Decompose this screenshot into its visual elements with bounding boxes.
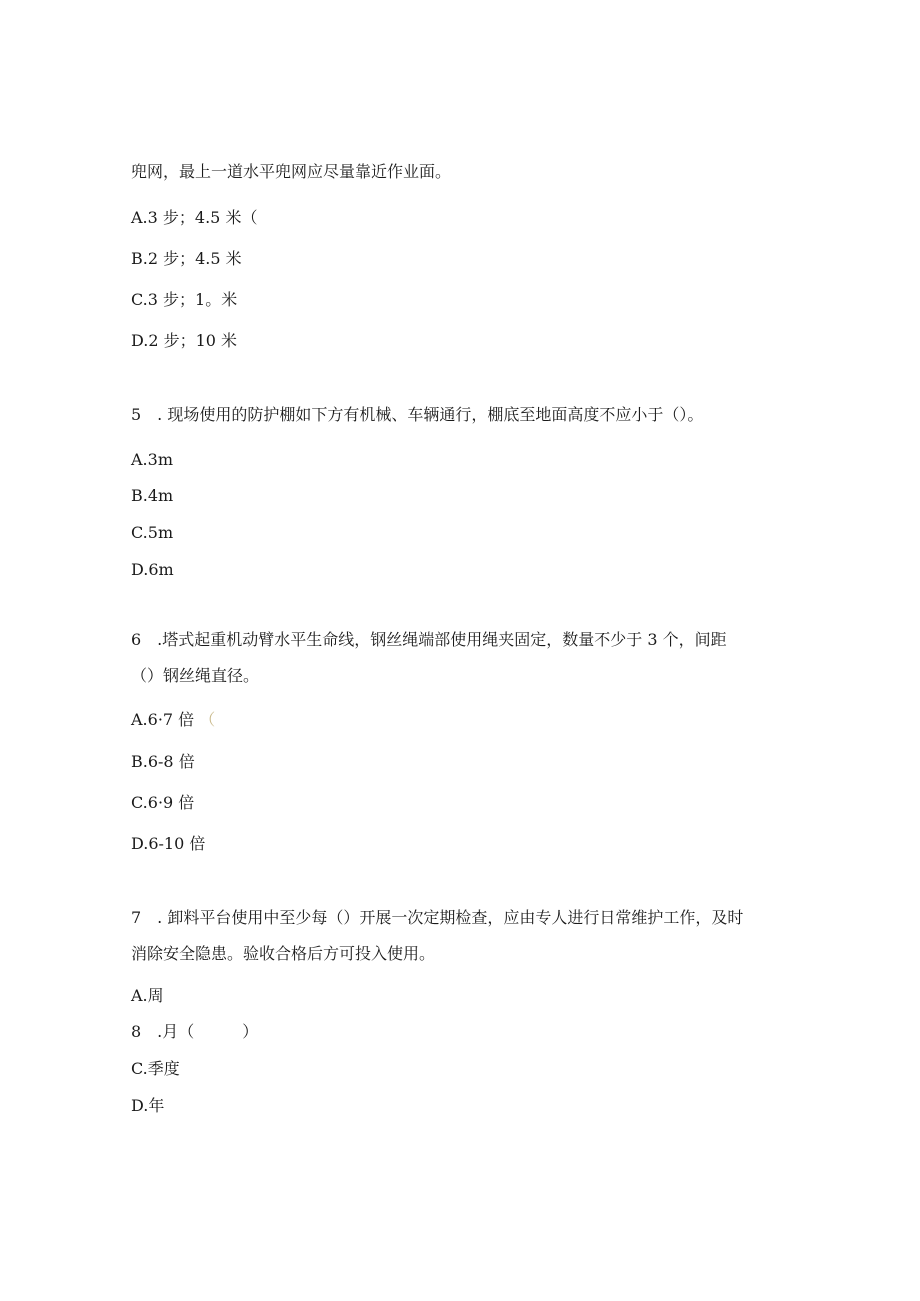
q5-option-d: D.6m: [131, 560, 174, 579]
q6-option-a: [131, 710, 215, 730]
q6-question-line2: （）钢丝绳直径。: [131, 666, 260, 685]
q5-option-a: A.3m: [131, 450, 173, 469]
q7-option-d: D.年: [131, 1096, 165, 1115]
q4-option-d: D.2 步；10 米: [131, 331, 238, 350]
q5-question: 5 . 现场使用的防护棚如下方有机械、车辆通行，棚底至地面高度不应小于（）。: [131, 405, 704, 424]
q6-option-c: C.6·9 倍: [131, 793, 195, 812]
q5-option-b: B.4m: [131, 486, 174, 505]
q6-option-b: B.6-8 倍: [131, 752, 195, 771]
q6-option-a-text: A.6·7 倍: [131, 710, 195, 729]
q7-option-a: A.周: [131, 986, 164, 1005]
q4-option-b: B.2 步；4.5 米: [131, 249, 242, 268]
q7-question-line2: 消除安全隐患。验收合格后方可投入使用。: [131, 944, 436, 963]
q5-option-c: C.5m: [131, 523, 174, 542]
q7-option-b: 8 .月（ ）: [131, 1022, 259, 1041]
q6-question-line1: 6 .塔式起重机动臂水平生命线，钢丝绳端部使用绳夹固定，数量不少于 3 个，间距: [131, 630, 727, 649]
q4-option-c: C.3 步；1。米: [131, 290, 238, 309]
q7-option-c: C.季度: [131, 1059, 180, 1078]
intro-line: 兜网，最上一道水平兜网应尽量靠近作业面。: [131, 162, 452, 181]
q4-option-a: A.3 步；4.5 米（: [131, 208, 258, 227]
q7-question-line1: 7 . 卸料平台使用中至少每（）开展一次定期检查，应由专人进行日常维护工作，及时: [131, 908, 744, 927]
q6-option-a-mark: （: [199, 710, 216, 729]
q6-option-d: D.6-10 倍: [131, 834, 206, 853]
